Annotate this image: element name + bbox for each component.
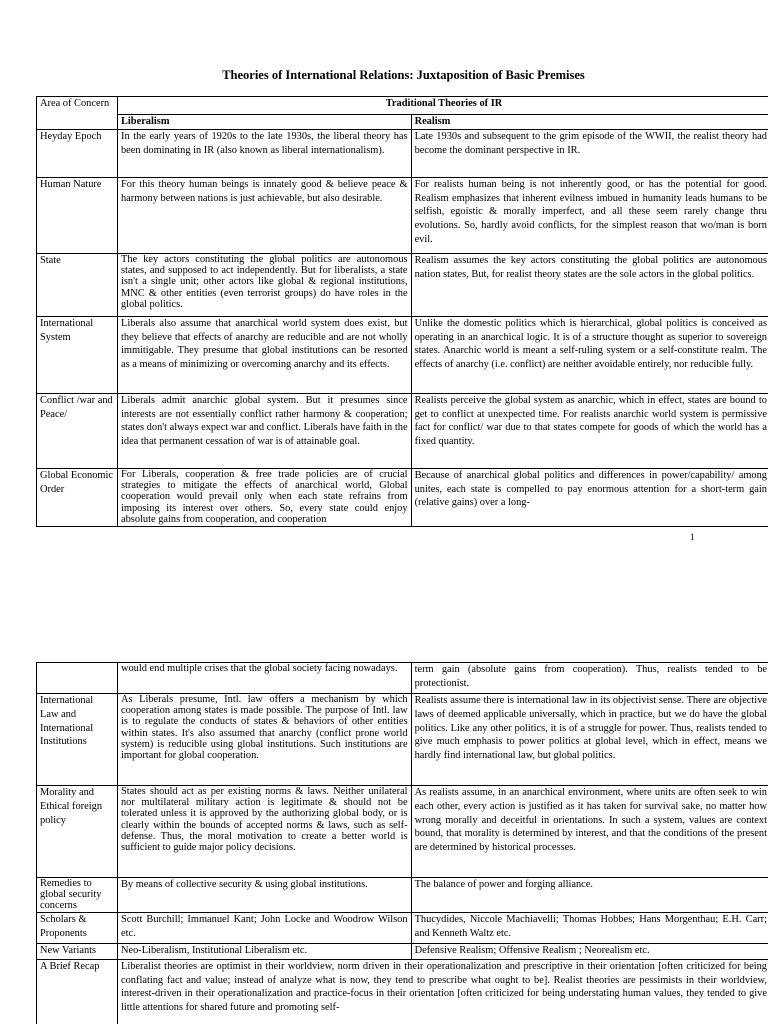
page-break	[0, 560, 768, 660]
header-realism: Realism	[411, 115, 768, 130]
row-liberalism: Liberals admit anarchic global system. But it presumes since interests are not essentially conflict rather harmony & cooperation; states don't always expect war and conflict. Liberals have faith in the idea that permanent cessation of war is of attainable goal.	[117, 393, 411, 468]
row-realism: For realists human being is not inherently good, or has the potential for good. Realism emphasizes that inherent evilness imbued in humanity leads humans to be selfish, egoistic & morally imperfect, and all these seem rarely change thru evolutions. So, hardly avoid conflicts, for the simplest reason that wo/man is born evil.	[411, 177, 768, 253]
table-row	[37, 943, 768, 959]
row-area: Human Nature	[37, 177, 118, 253]
table-row	[37, 468, 768, 526]
row-liberalism: would end multiple crises that the global society facing nowadays.	[117, 663, 411, 694]
row-realism: Late 1930s and subsequent to the grim episode of the WWII, the realist theory had become the dominant perspective in IR.	[411, 129, 768, 177]
header-liberalism: Liberalism	[117, 115, 411, 130]
header-traditional-theories: Traditional Theories of IR	[117, 97, 768, 115]
row-liberalism: As Liberals presume, Intl. law offers a mechanism by which cooperation among states is made possible. The purpose of Intl. law is to regulate the conducts of states & behaviors of other entities within states. It's also assumed that anarchy (conflict prone world system) is reducible using global institutions. Such institutions are important for global cooperation.	[117, 694, 411, 786]
document-page-2	[0, 660, 768, 1024]
table-row	[37, 253, 768, 316]
row-liberalism: The key actors constituting the global politics are autonomous states, and supposed to act independently. But for liberalists, a state isn't a single unit; other actors like global & regional institutions, MNC & other entities (even terrorist groups) do have roles in the global politics.	[117, 253, 411, 316]
row-area: A Brief Recap	[37, 959, 118, 1024]
row-liberalism: For this theory human beings is innately good & believe peace & harmony between nations is just achievable, but also desirable.	[117, 177, 411, 253]
row-recap: Liberalist theories are optimist in their worldview, norm driven in their operationalization and prescriptive in their orientation [often criticized for being conflating fact and value; instead of analyze what is now, they tend to prescribe what ought to be]. Realist theories are pessimists in their worldview, interest-driven in their operationalization and practice-focus in their orientation [often criticized for being understating human values, they tended to give little attentions for shared future and promoting self-	[117, 959, 768, 1024]
table-row	[37, 393, 768, 468]
row-liberalism: By means of collective security & using global institutions.	[117, 878, 411, 913]
row-area: State	[37, 253, 118, 316]
row-area: New Variants	[37, 943, 118, 959]
comparison-table-part-2	[36, 662, 768, 1024]
comparison-table-part-1	[36, 96, 768, 527]
table-row	[37, 316, 768, 393]
row-realism: The balance of power and forging alliance.	[411, 878, 768, 913]
row-liberalism: For Liberals, cooperation & free trade policies are of crucial strategies to mitigate the effects of anarchical world, Global cooperation would prevail only when each state refrains from imposing its interest over others. So, every state could enjoy absolute gains from cooperation, and cooperation	[117, 468, 411, 526]
row-area: International System	[37, 316, 118, 393]
table-row	[37, 129, 768, 177]
table-row	[37, 663, 768, 694]
row-realism: Defensive Realism; Offensive Realism ; Neorealism etc.	[411, 943, 768, 959]
row-liberalism: Liberals also assume that anarchical world system does exist, but they believe that effects of anarchy are reducible and are not wholly immitigable. They presume that global institutions can be resorted as a means of minimizing or overcoming anarchy and its effects.	[117, 316, 411, 393]
row-area: Morality and Ethical foreign policy	[37, 786, 118, 878]
header-area-of-concern: Area of Concern	[37, 97, 118, 130]
row-realism: Unlike the domestic politics which is hierarchical, global politics is conceived as operating in an anarchical logic. It is of a structure thought as superior to sovereign states. Anarchic world is meant a self-ruling system or a self-constitute realm. The effects of anarchy (i.e. conflict) are neither avoidable entirely, nor reducible fully.	[411, 316, 768, 393]
row-liberalism: In the early years of 1920s to the late 1930s, the liberal theory has been dominating in IR (also known as liberal internationalism).	[117, 129, 411, 177]
row-area: Scholars & Proponents	[37, 912, 118, 943]
row-liberalism: Scott Burchill; Immanuel Kant; John Locke and Woodrow Wilson etc.	[117, 912, 411, 943]
row-area	[37, 663, 118, 694]
table-row	[37, 878, 768, 913]
row-area: Heyday Epoch	[37, 129, 118, 177]
row-realism: As realists assume, in an anarchical environment, where units are often seek to win each other, every action is justified as it has taken for survival sake, no matter how wrong morally and deceitful in orientations. In such a system, values are context bound, that morality is determined by interest, and that the conditions of the present are determined by historical processes.	[411, 786, 768, 878]
row-realism: Realists assume there is international law in its objectivist sense. There are objective laws of deemed applicable universally, which in practice, but we do have the global politics. Like any other politics, it is of a struggle for power. Thus, realists tended to give much emphasis to power politics at global level, which in effect, means we hardly find international law, but global politics.	[411, 694, 768, 786]
row-area: Remedies to global security concerns	[37, 878, 118, 913]
row-realism: term gain (absolute gains from cooperation). Thus, realists tended to be protectionist.	[411, 663, 768, 694]
row-liberalism: States should act as per existing norms & laws. Neither unilateral nor multilateral military action is legitimate & should not be tolerated unless it is approved by the authorizing global body, or is clearly within the bounds of accepted norms & laws, such as self-defense. Thus, the moral motivation to create a better world is sufficient to guide major policy decisions.	[117, 786, 411, 878]
row-liberalism: Neo-Liberalism, Institutional Liberalism etc.	[117, 943, 411, 959]
document-title: Theories of International Relations: Juxtaposition of Basic Premises	[222, 68, 585, 82]
page-number: 1	[690, 533, 695, 543]
row-area: Global Economic Order	[37, 468, 118, 526]
table-row	[37, 694, 768, 786]
row-area: International Law and International Institutions	[37, 694, 118, 786]
table-row	[37, 959, 768, 1024]
row-realism: Thucydides, Niccole Machiavelli; Thomas Hobbes; Hans Morgenthau; E.H. Carr; and Kenneth Waltz etc.	[411, 912, 768, 943]
row-realism: Because of anarchical global politics and differences in power/capability/ among unites, each state is compelled to pay enormous attention for a short-term gain (relative gains) over a long-	[411, 468, 768, 526]
table-row	[37, 912, 768, 943]
row-realism: Realism assumes the key actors constituting the global politics are autonomous nation states, But, for realist theory states are the sole actors in the global politics.	[411, 253, 768, 316]
row-area: Conflict /war and Peace/	[37, 393, 118, 468]
row-realism: Realists perceive the global system as anarchic, which in effect, states are bound to get to conflict at unexpected time. For realists anarchic world system is permissive fact for conflict/ war due to that states compete for goods of which the world has a fixed quantity.	[411, 393, 768, 468]
table-row	[37, 786, 768, 878]
table-row	[37, 177, 768, 253]
